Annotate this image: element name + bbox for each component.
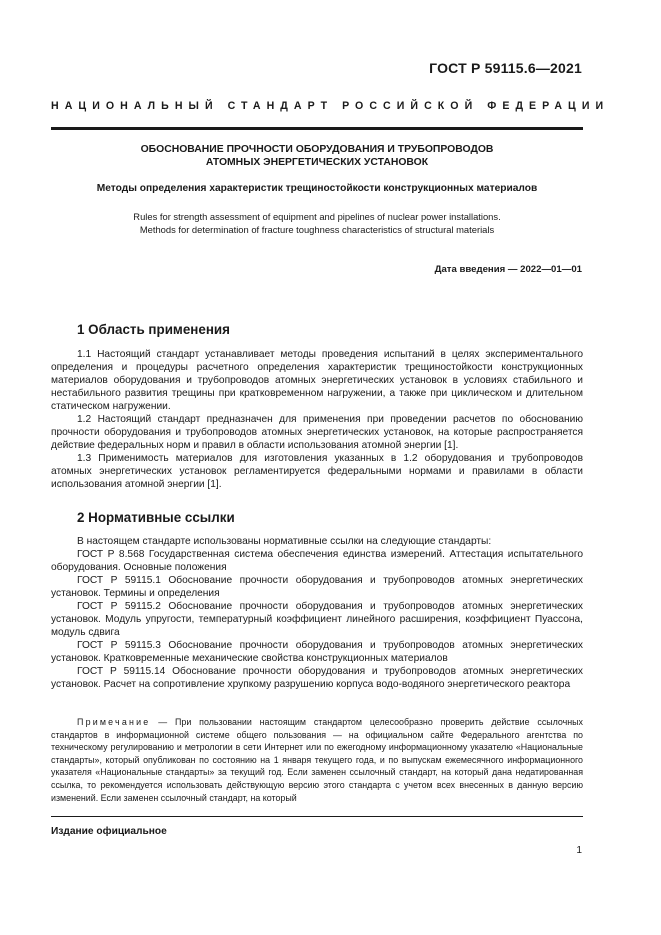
title-line-1: ОБОСНОВАНИЕ ПРОЧНОСТИ ОБОРУДОВАНИЯ И ТРУБОПРОВОДОВ bbox=[140, 144, 494, 155]
footer-rule bbox=[51, 816, 583, 817]
reference-item: ГОСТ Р 59115.14 Обоснование прочности оборудования и трубопроводов атомных энергетических установок. Расчет на сопротивление хрупкому разрушению корпуса водо-водяного энергетического реактора bbox=[51, 666, 583, 690]
paragraph-1-3: 1.3 Применимость материалов для изготовления указанных в 1.2 оборудования и трубопроводов атомных энергетических установок регламентируется федеральными нормами и правилами в области использования атомной энергии [1]. bbox=[51, 453, 583, 490]
note-paragraph bbox=[51, 716, 583, 804]
english-title-line-1: Rules for strength assessment of equipment and pipelines of nuclear power installations. bbox=[133, 211, 501, 222]
section-1-heading: 1 Область применения bbox=[77, 322, 230, 337]
national-standard-heading: НАЦИОНАЛЬНЫЙ СТАНДАРТ РОССИЙСКОЙ ФЕДЕРАЦИИ bbox=[51, 100, 610, 112]
english-title bbox=[51, 210, 583, 236]
reference-item: ГОСТ Р 59115.1 Обоснование прочности оборудования и трубопроводов атомных энергетических установок. Термины и определения bbox=[51, 575, 583, 599]
reference-item: ГОСТ Р 8.568 Государственная система обеспечения единства измерений. Аттестация испытательного оборудования. Основные положения bbox=[51, 549, 583, 573]
page-number: 1 bbox=[576, 845, 582, 856]
document-title bbox=[51, 143, 583, 169]
document-code: ГОСТ Р 59115.6—2021 bbox=[429, 60, 582, 76]
note-label: Примечание bbox=[77, 717, 151, 727]
reference-item: ГОСТ Р 59115.2 Обоснование прочности оборудования и трубопроводов атомных энергетических установок. Модуль упругости, температурный коэффициент линейного расширения, коэффициент Пуассона, модуль сдвига bbox=[51, 601, 583, 638]
references-intro: В настоящем стандарте использованы нормативные ссылки на следующие стандарты: bbox=[77, 536, 492, 547]
title-line-2: АТОМНЫХ ЭНЕРГЕТИЧЕСКИХ УСТАНОВОК bbox=[205, 157, 429, 168]
document-subtitle: Методы определения характеристик трещиностойкости конструкционных материалов bbox=[96, 183, 538, 194]
section-1-body bbox=[51, 348, 583, 491]
introduction-date: Дата введения — 2022—01—01 bbox=[434, 264, 582, 275]
header-rule bbox=[51, 127, 583, 130]
paragraph-1-2: 1.2 Настоящий стандарт предназначен для применения при проведении расчетов по обоснованию прочности оборудования и трубопроводов атомных энергетических установок, на которые распространяется действие федеральных норм и правил в области использования атомной энергии [1]. bbox=[51, 414, 583, 451]
english-title-line-2: Methods for determination of fracture toughness characteristics of structural materials bbox=[139, 224, 495, 235]
official-edition-label: Издание официальное bbox=[51, 826, 167, 837]
paragraph-1-1: 1.1 Настоящий стандарт устанавливает методы проведения испытаний в целях экспериментального определения и процедуры расчетного определения характеристик трещиностойкости конструкционных материалов оборудования и трубопроводов атомных энергетических установок в условиях стабильного и нестабильного развития трещины при кратковременном нагружении, а также при циклическом и длительном статическом нагружении. bbox=[51, 349, 583, 412]
reference-item: ГОСТ Р 59115.3 Обоснование прочности оборудования и трубопроводов атомных энергетических установок. Кратковременные механические свойства конструкционных материалов bbox=[51, 640, 583, 664]
note-text: — При пользовании настоящим стандартом целесообразно проверить действие ссылочных стандартов в информационной системе общего пользования — на официальном сайте Федерального агентства по техническому регулированию и метрологии в сети Интернет или по ежегодному информационному указателю «Национальные стандарты», который опубликован по состоянию на 1 января текущего года, и по выпускам ежемесячного информационного указателя «Национальные стандарты» за текущий год. Если заменен ссылочный стандарт, на который дана недатированная ссылка, то рекомендуется использовать действующую версию этого стандарта с учетом всех внесенных в данную версию изменений. Если заменен ссылочный стандарт, на который bbox=[51, 717, 583, 803]
section-2-body bbox=[51, 535, 583, 691]
section-2-heading: 2 Нормативные ссылки bbox=[77, 510, 235, 525]
